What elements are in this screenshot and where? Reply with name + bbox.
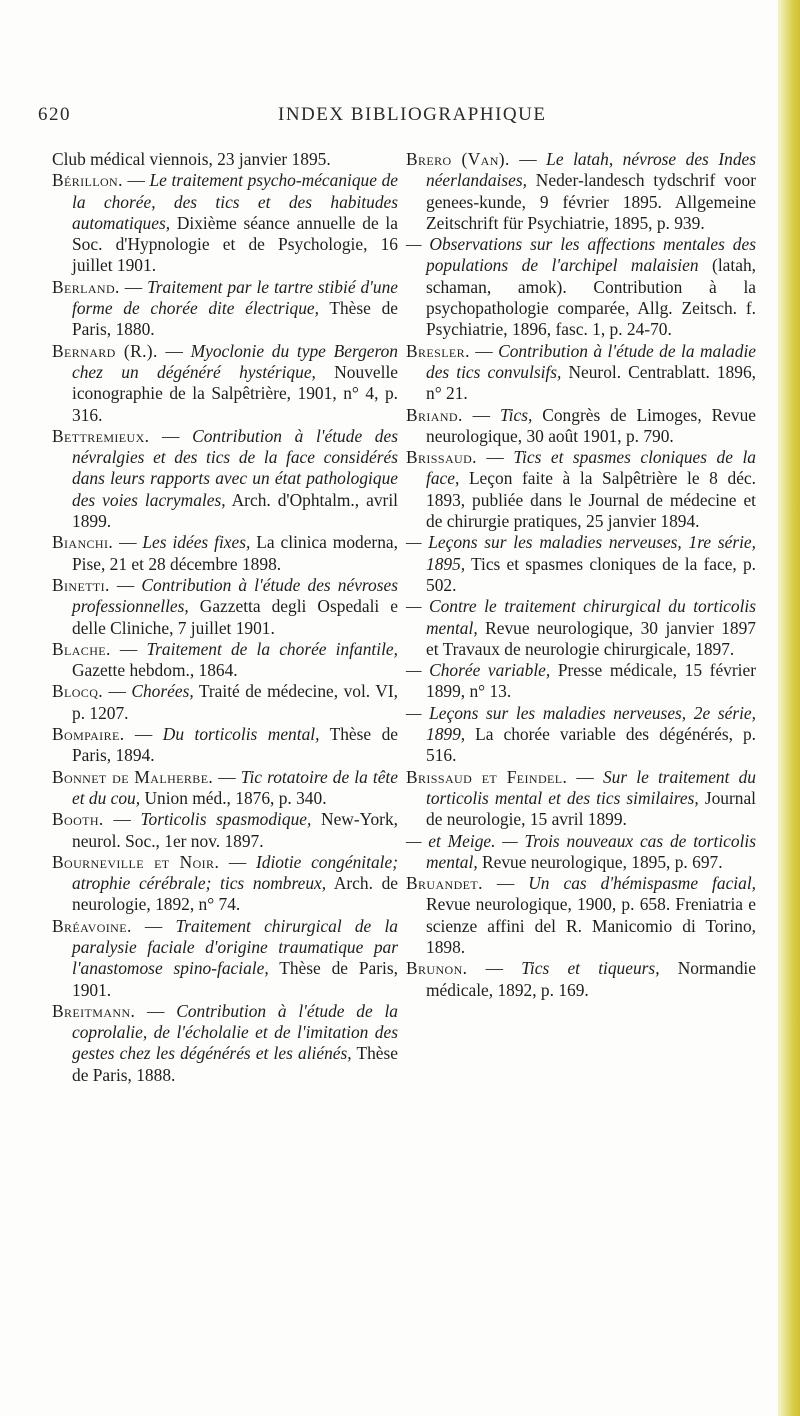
bib-entry: — Leçons sur les maladies nerveuses, 2e série, 1899, La chorée variable des dégénérés, p. 516. [406,702,756,766]
bib-entry: — Leçons sur les maladies nerveuses, 1re série, 1895, Tics et spasmes cloniques de la face, p. 502. [406,532,756,595]
bib-entry: Bernard (R.). — Myoclonie du type Bergeron chez un dégénéré hystérique, Nouvelle iconographie de la Salpêtrière, 1901, n° 4, p. 316. [52,340,398,425]
page-number: 620 [38,104,71,125]
bib-entry: Berland. — Traitement par le tartre stibié d'une forme de chorée dite électrique, Thèse de Paris, 1880. [52,276,398,340]
bib-entry: Brunon. — Tics et tiqueurs, Normandie médicale, 1892, p. 169. [406,958,756,1000]
bib-entry: Club médical viennois, 23 janvier 1895. [52,149,331,169]
bib-entry: Bettremieux. — Contribution à l'étude des névralgies et des tics de la face considérés dans leurs rapports avec un état pathologique des voies lacrymales, Arch. d'Ophtalm., avril 1899. [52,425,398,532]
running-header [0,104,800,128]
bib-entry: Brissaud et Feindel. — Sur le traitement du torticolis mental et des tics similaires, Journal de neurologie, 15 avril 1899. [406,766,757,830]
bib-entry: Blocq. — Chorées, Traité de médecine, vol. VI, p. 1207. [52,681,399,723]
bib-entry: Breitmann. — Contribution à l'étude de la coprolalie, de l'écholalie et de l'imitation des gestes chez les dégénérés et les aliénés, Thèse de Paris, 1888. [52,1000,399,1085]
bib-entry: Binetti. — Contribution à l'étude des névroses professionnelles, Gazzetta degli Ospedali e delle Cliniche, 7 juillet 1901. [52,574,398,638]
right-column [406,149,756,1001]
bib-entry: Bianchi. — Les idées fixes, La clinica moderna, Pise, 21 et 28 décembre 1898. [52,532,398,574]
bib-entry: Brero (Van). — Le latah, névrose des Indes néerlandaises, Neder-landesch tydschrif voor genees-kunde, 9 février 1895. Allgemeine Zeitschrift für Psychiatrie, 1895, p. 939. [406,149,756,233]
bib-entry: — et Meige. — Trois nouveaux cas de torticolis mental, Revue neurologique, 1895, p. 697. [406,830,756,872]
bib-entry: Bonnet de Malherbe. — Tic rotatoire de la tête et du cou, Union méd., 1876, p. 340. [52,766,398,808]
bib-entry: — Contre le traitement chirurgical du torticolis mental, Revue neurologique, 30 janvier 1897 et Travaux de neurologie chirurgicale, 1897. [406,596,756,659]
left-column [52,149,398,1086]
bib-entry: — Observations sur les affections mentales des populations de l'archipel malaisien (latah, schaman, amok). Contribution à la psychopathologie comparée, Allg. Zeitsch. f. Psychiatrie, 1896, fasc. 1, p. 24-70. [406,234,756,340]
bib-entry: Blache. — Traitement de la chorée infantile, Gazette hebdom., 1864. [52,638,398,681]
bib-entry: — Chorée variable, Presse médicale, 15 février 1899, n° 13. [406,660,756,702]
bib-entry: Brissaud. — Tics et spasmes cloniques de la face, Leçon faite à la Salpêtrière le 8 déc. 1893, publiée dans le Journal de médecine et de chirurgie pratiques, 25 janvier 1894. [406,447,756,532]
bib-entry: Bruandet. — Un cas d'hémispasme facial, Revue neurologique, 1900, p. 658. Freniatria e scienze affini del R. Manicomio di Torino, 1898. [406,873,756,957]
bib-entry: Booth. — Torticolis spasmodique, New-York, neurol. Soc., 1er nov. 1897. [52,809,398,851]
running-title: INDEX BIBLIOGRAPHIQUE [278,104,547,125]
bib-entry: Bourneville et Noir. — Idiotie congénitale; atrophie cérébrale; tics nombreux, Arch. de neurologie, 1892, n° 74. [52,851,399,915]
bib-entry: Briand. — Tics, Congrès de Limoges, Revue neurologique, 30 août 1901, p. 790. [406,404,757,446]
bib-entry: Bérillon. — Le traitement psycho-mécanique de la chorée, des tics et des habitudes automatiques, Dixième séance annuelle de la Soc. d'Hypnologie et de Psychologie, 16 juillet 1901. [52,170,398,276]
bib-entry: Bompaire. — Du torticolis mental, Thèse de Paris, 1894. [52,724,399,766]
bib-entry: Bresler. — Contribution à l'étude de la maladie des tics convulsifs, Neurol. Centrablatt. 1896, n° 21. [406,340,756,404]
bib-entry: Bréavoine. — Traitement chirurgical de la paralysie faciale d'origine traumatique par l'anastomose spino-faciale, Thèse de Paris, 1901. [52,915,399,1000]
page-edge [778,0,800,1416]
